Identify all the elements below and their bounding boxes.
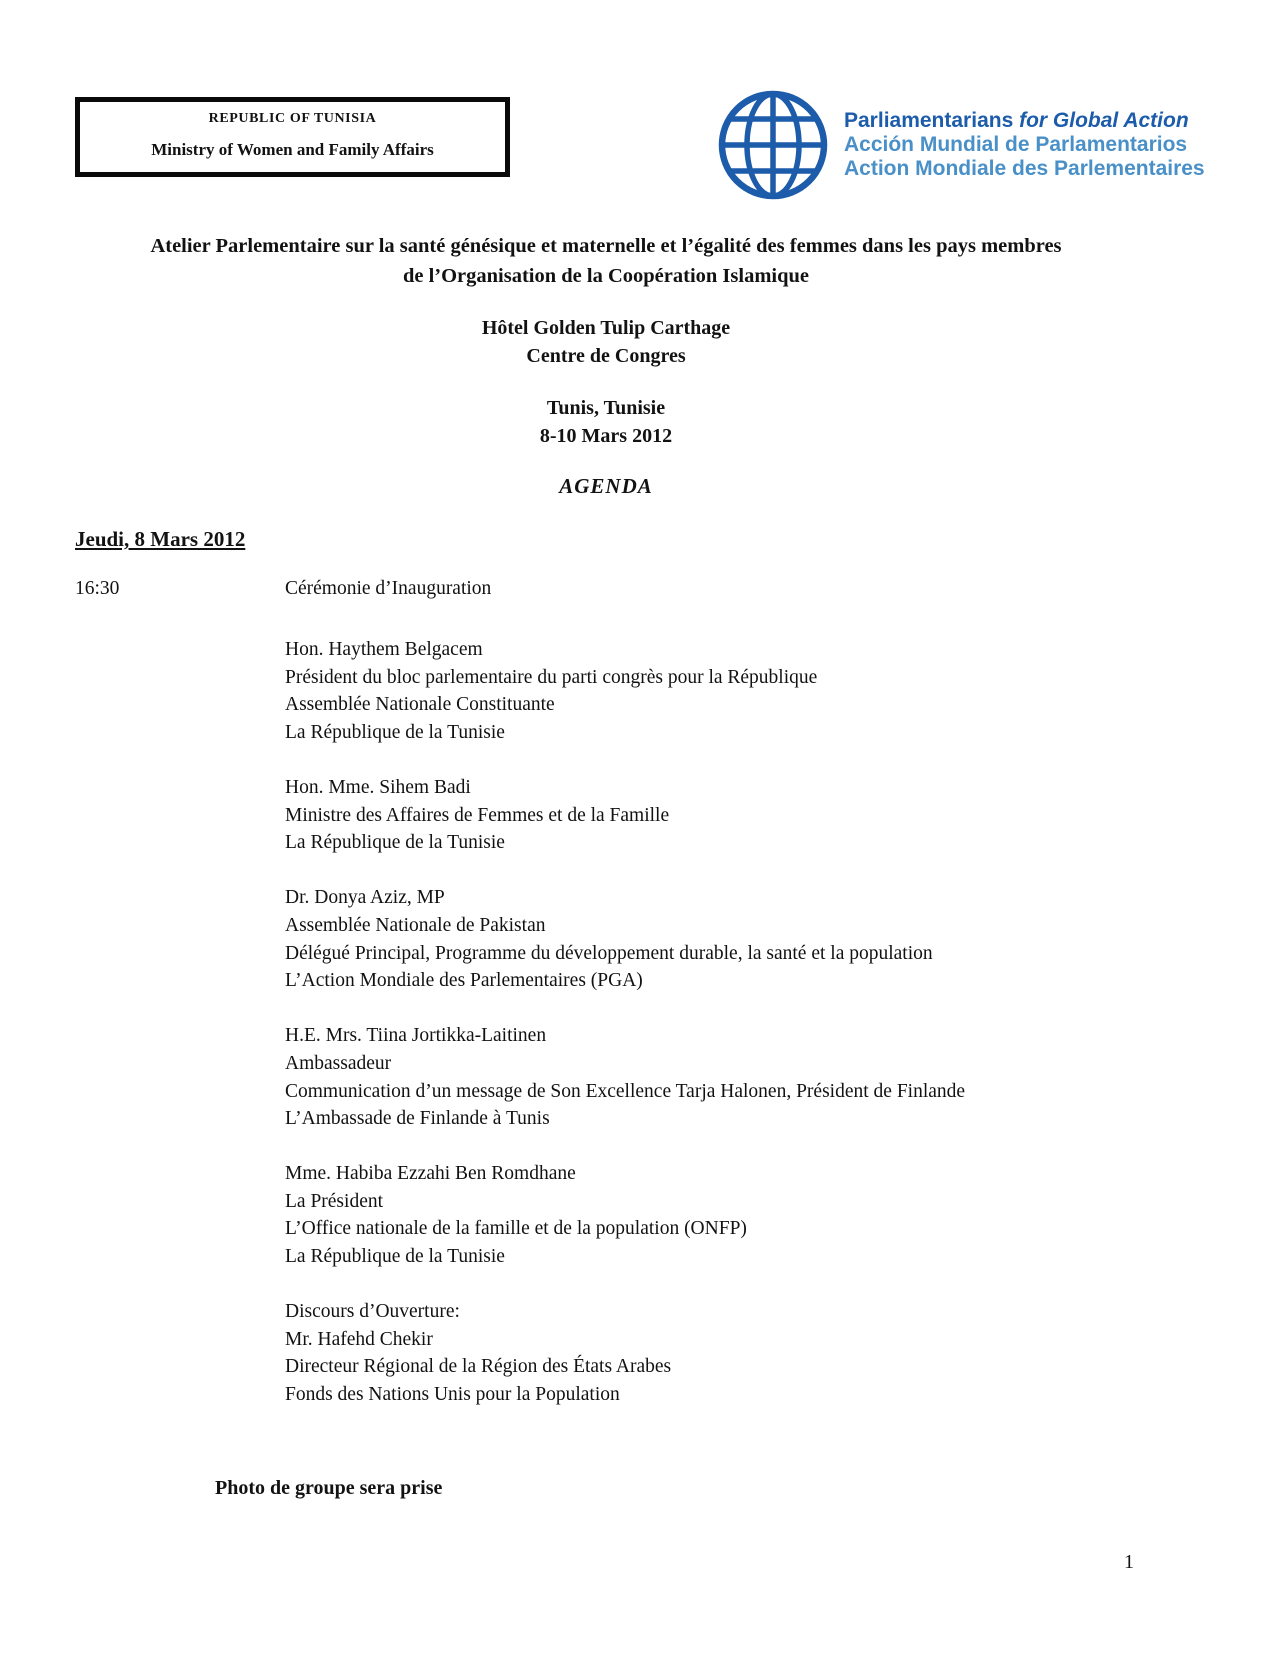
government-letterhead-box [75, 97, 510, 177]
speaker-line: Fonds des Nations Unis pour la Population [285, 1384, 620, 1406]
event-dates: 8-10 Mars 2012 [539, 425, 673, 447]
speaker-line: Communication d’un message de Son Excellence Tarja Halonen, Président de Finlande [285, 1080, 966, 1102]
speaker-block [285, 1160, 1165, 1270]
speaker-line: La République de la Tunisie [285, 1246, 505, 1268]
speaker-line: Mr. Hafehd Chekir [285, 1328, 433, 1350]
pga-name-prefix: Parliamentarians [844, 109, 1020, 132]
document-title [75, 231, 1137, 291]
speaker-line: La Président [285, 1190, 384, 1212]
speaker-line: Ministre des Affaires de Femmes et de la Famille [285, 804, 670, 826]
speaker-line: Hon. Haythem Belgacem [285, 639, 483, 660]
speaker-line: Mme. Habiba Ezzahi Ben Romdhane [285, 1163, 576, 1185]
group-photo-note: Photo de groupe sera prise [215, 1477, 443, 1499]
speaker-block [285, 1022, 1165, 1132]
schedule-time: 16:30 [75, 578, 120, 599]
speaker-block [285, 774, 1165, 857]
location-block [75, 394, 1137, 450]
speaker-line: Directeur Régional de la Région des États Arabes [285, 1356, 672, 1378]
page-number: 1 [1124, 1551, 1134, 1573]
ministry-line: Ministry of Women and Family Affairs [151, 140, 434, 159]
day-heading: Jeudi, 8 Mars 2012 [75, 527, 246, 551]
speaker-line: Délégué Principal, Programme du développement durable, la santé et la population [285, 942, 933, 964]
speaker-line: Assemblée Nationale de Pakistan [285, 914, 546, 936]
pga-name-spanish: Acción Mundial de Parlamentarios [844, 133, 1188, 156]
pga-name-french: Action Mondiale des Parlementaires [844, 157, 1205, 180]
pga-logo-text [844, 109, 1205, 181]
speaker-line: Président du bloc parlementaire du parti congrès pour la République [285, 666, 818, 688]
speaker-line: L’Action Mondiale des Parlementaires (PGA) [285, 970, 643, 992]
agenda-heading: AGENDA [559, 474, 653, 498]
location-city: Tunis, Tunisie [546, 397, 666, 419]
speaker-block [285, 1298, 1165, 1408]
speaker-block [285, 884, 1165, 994]
venue-hotel: Hôtel Golden Tulip Carthage [481, 317, 731, 339]
speaker-block [285, 636, 1165, 746]
speaker-blocks [285, 636, 1165, 1436]
speaker-line: H.E. Mrs. Tiina Jortikka-Laitinen [285, 1025, 547, 1047]
title-line-2: de l’Organisation de la Coopération Islamique [402, 265, 810, 287]
speaker-line: Dr. Donya Aziz, MP [285, 887, 445, 909]
venue-block [75, 314, 1137, 370]
session-title: Cérémonie d’Inauguration [285, 578, 492, 599]
speaker-line: Hon. Mme. Sihem Badi [285, 776, 471, 798]
speaker-line: Assemblée Nationale Constituante [285, 694, 555, 716]
speaker-line: L’Office nationale de la famille et de la population (ONFP) [285, 1218, 747, 1240]
venue-centre: Centre de Congres [526, 345, 686, 367]
schedule-row [75, 578, 491, 600]
republic-line: REPUBLIC OF TUNISIA [208, 111, 377, 126]
speaker-line: Ambassadeur [285, 1052, 392, 1074]
speaker-line: La République de la Tunisie [285, 721, 505, 743]
speaker-line: La République de la Tunisie [285, 832, 505, 854]
speaker-line: L’Ambassade de Finlande à Tunis [285, 1108, 550, 1130]
pga-name-italic: for Global Action [1019, 109, 1189, 132]
title-line-1: Atelier Parlementaire sur la santé génésique et maternelle et l’égalité des femmes dans les pays membres [150, 235, 1062, 257]
globe-icon [612, 84, 830, 206]
pga-logo [612, 84, 1205, 206]
pga-name-english [844, 109, 1205, 133]
speaker-line: Discours d’Ouverture: [285, 1301, 460, 1323]
